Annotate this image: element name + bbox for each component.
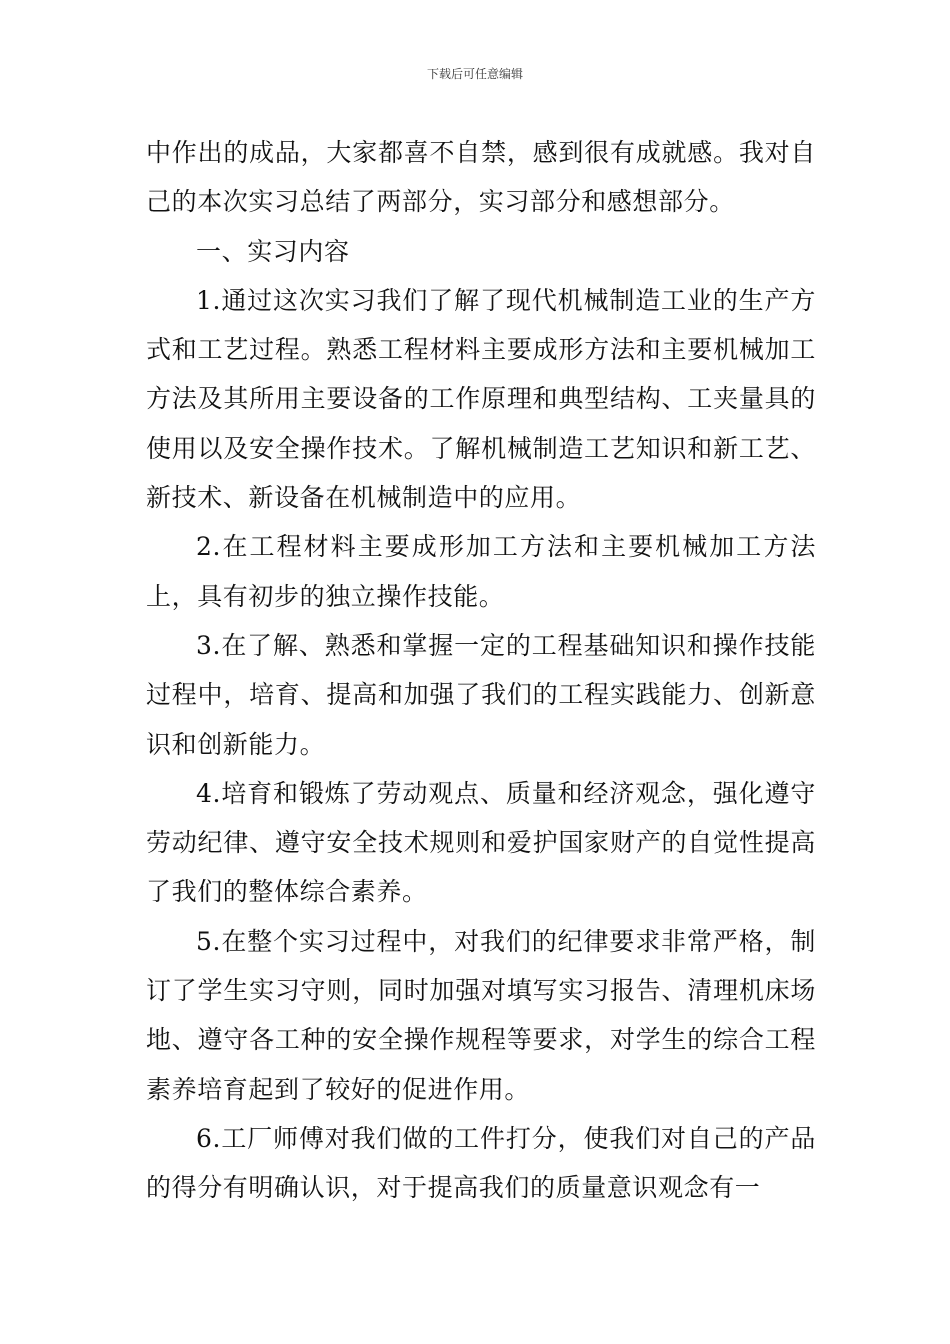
paragraph-item-2: 2.在工程材料主要成形加工方法和主要机械加工方法上，具有初步的独立操作技能。 xyxy=(146,532,816,611)
section-heading: 一、实习内容 xyxy=(196,236,350,266)
page-header: 下载后可任意编辑 xyxy=(426,67,523,81)
paragraph-item-1: 1.通过这次实习我们了解了现代机械制造工业的生产方式和工艺过程。熟悉工程材料主要成形方法和主要机械加工方法及其所用主要设备的工作原理和典型结构、工夹量具的使用以及安全操作技术。了解机械制造工艺知识和新工艺、新技术、新设备在机械制造中的应用。 xyxy=(146,285,816,513)
paragraph-item-4: 4.培育和锻炼了劳动观点、质量和经济观念，强化遵守劳动纪律、遵守安全技术规则和爱护国家财产的自觉性提高了我们的整体综合素养。 xyxy=(146,778,816,907)
paragraph-continuation: 中作出的成品，大家都喜不自禁，感到很有成就感。我对自己的本次实习总结了两部分，实习部分和感想部分。 xyxy=(146,138,816,217)
paragraph-item-3: 3.在了解、熟悉和掌握一定的工程基础知识和操作技能过程中，培育、提高和加强了我们的工程实践能力、创新意识和创新能力。 xyxy=(146,630,816,759)
paragraph-item-6: 6.工厂师傅对我们做的工件打分，使我们对自己的产品的得分有明确认识，对于提高我们的质量意识观念有一 xyxy=(146,1123,816,1203)
paragraph-item-5: 5.在整个实习过程中，对我们的纪律要求非常严格，制订了学生实习守则，同时加强对填写实习报告、清理机床场地、遵守各工种的安全操作规程等要求，对学生的综合工程素养培育起到了较好的促进作用。 xyxy=(146,926,816,1104)
document-body xyxy=(146,128,816,1213)
